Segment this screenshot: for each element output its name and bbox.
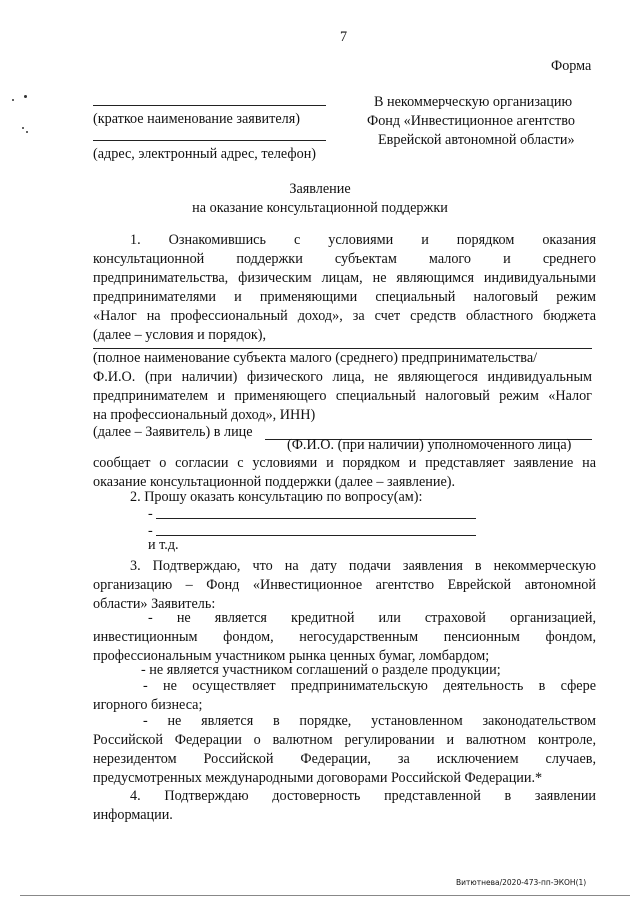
para3-line: 3. Подтверждаю, что на дату подачи заявления в некоммерческую — [130, 558, 596, 574]
document-title: Заявление — [289, 181, 351, 197]
condition-line: - не является кредитной или страховой организацией, — [148, 610, 596, 626]
condition-line: - не является в порядке, установленном законодательством — [143, 713, 596, 729]
condition-line: - не является участником соглашений о разделе продукции; — [141, 662, 501, 678]
question-dash: - — [148, 506, 153, 522]
condition-line: Российской Федерации о валютном регулировании и валютном контроле, — [93, 732, 596, 748]
form-label: Форма — [551, 58, 592, 74]
document-subtitle: на оказание консультационной поддержки — [192, 200, 448, 216]
question-dash: - — [148, 523, 153, 539]
page-edge-line — [20, 895, 630, 896]
scan-speck — [24, 95, 27, 98]
condition-line: - не осуществляет предпринимательскую деятельность в сфере — [143, 678, 596, 694]
condition-line: инвестиционным фондом, негосударственным пенсионным фондом, — [93, 629, 596, 645]
question-line — [156, 535, 476, 536]
subject-caption-line: на профессиональный доход», ИНН) — [93, 407, 316, 423]
scan-speck — [12, 99, 14, 101]
addressee-line-2: Фонд «Инвестиционное агентство — [367, 113, 575, 129]
addressee-line-3: Еврейской автономной области» — [378, 132, 575, 148]
condition-line: предусмотренных международными договорами Российской Федерации.* — [93, 770, 543, 786]
footer-code: Витютнева/2020-473-пп-ЭКОН(1) — [456, 878, 587, 887]
para1-line: (далее – условия и порядок), — [93, 327, 267, 343]
applicant-address-line — [93, 140, 326, 141]
applicant-address-caption: (адрес, электронный адрес, телефон) — [93, 146, 317, 162]
subject-caption-line: Ф.И.О. (при наличии) физического лица, не являющегося индивидуальным — [93, 369, 592, 385]
agreement-line: оказание консультационной поддержки (далее – заявление). — [93, 474, 456, 490]
scan-speck — [22, 127, 24, 129]
representative-prefix: (далее – Заявитель) в лице — [93, 424, 253, 440]
addressee-line-1: В некоммерческую организацию — [374, 94, 573, 110]
para1-line: «Налог на профессиональный доход», за счет средств областного бюджета — [93, 308, 596, 324]
applicant-name-line — [93, 105, 326, 106]
page-number: 7 — [340, 29, 348, 45]
condition-line: нерезидентом Российской Федерации, за исключением случаев, — [93, 751, 596, 767]
para4-line: 4. Подтверждаю достоверность представленной в заявлении — [130, 788, 596, 804]
scan-speck — [26, 131, 28, 133]
para1-line: консультационной поддержки субъектам малого и среднего — [93, 251, 596, 267]
applicant-name-caption: (краткое наименование заявителя) — [93, 111, 300, 127]
para4-line: информации. — [93, 807, 173, 823]
para3-line: области» Заявитель: — [93, 596, 216, 612]
condition-line: игорного бизнеса; — [93, 697, 203, 713]
para1-line: предпринимательства, физическим лицам, не являющимся индивидуальными — [93, 270, 596, 286]
subject-caption-line: (полное наименование субъекта малого (среднего) предпринимательства/ — [93, 350, 538, 366]
representative-caption: (Ф.И.О. (при наличии) уполномоченного лица) — [287, 437, 572, 453]
condition-line: профессиональным участником рынка ценных бумаг, ломбардом; — [93, 648, 490, 664]
para1-line: 1. Ознакомившись с условиями и порядком оказания — [130, 232, 596, 248]
para3-line: организацию – Фонд «Инвестиционное агентство Еврейской автономной — [93, 577, 596, 593]
subject-caption-line: предпринимателем и применяющего специальный налоговый режим «Налог — [93, 388, 592, 404]
para2-text: 2. Прошу оказать консультацию по вопросу(ам): — [130, 489, 423, 505]
para1-line: предпринимателями и применяющими специальный налоговый режим — [93, 289, 596, 305]
question-line — [156, 518, 476, 519]
etc-label: и т.д. — [148, 537, 179, 553]
agreement-line: сообщает о согласии с условиями и порядком и представляет заявление на — [93, 455, 596, 471]
